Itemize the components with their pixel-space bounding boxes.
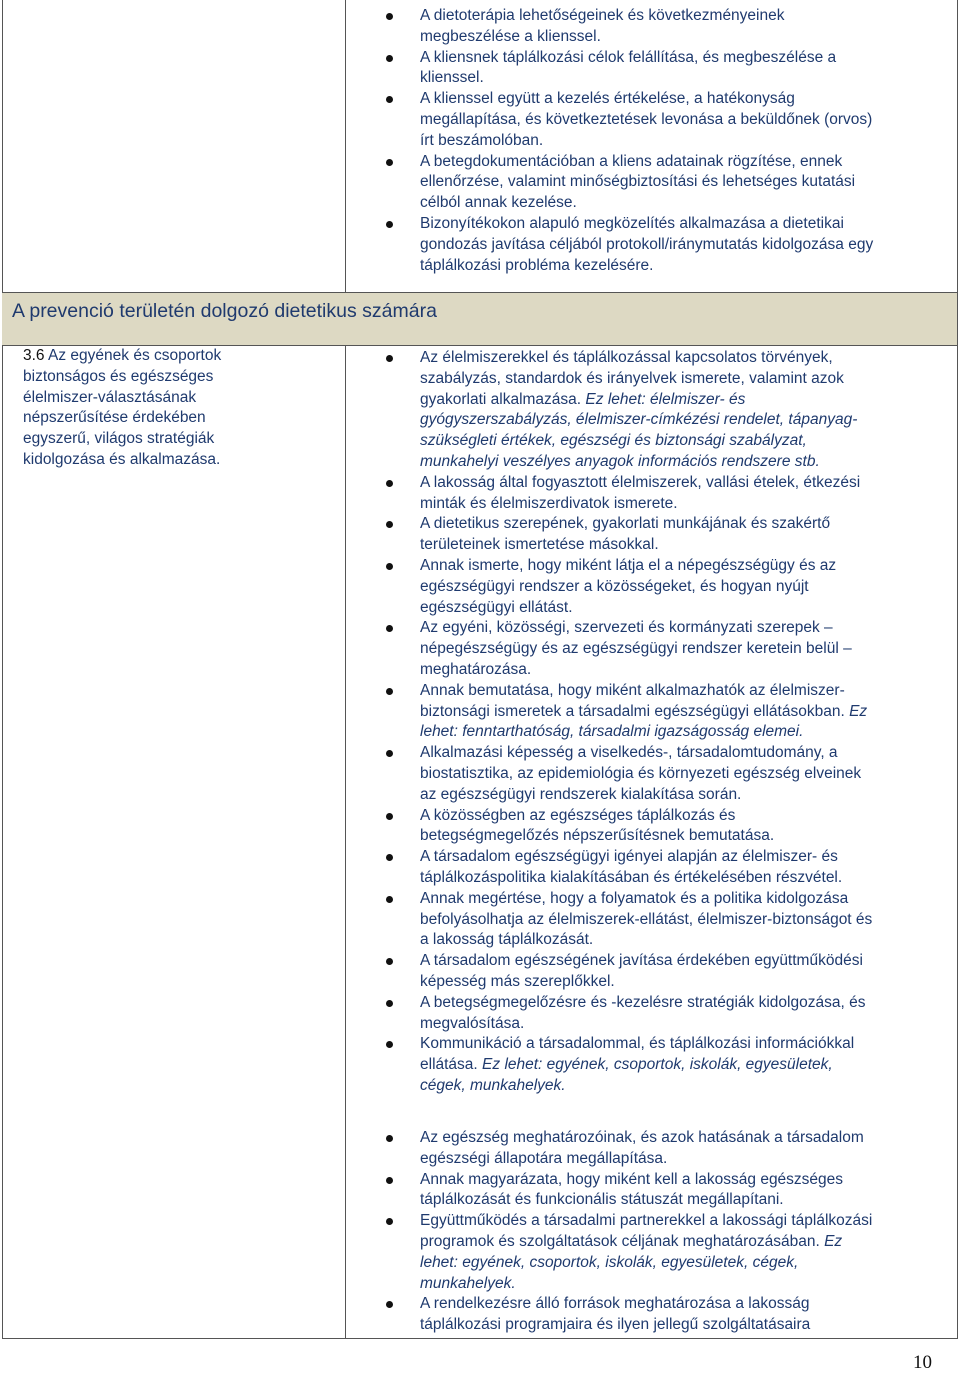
column-divider-bottom xyxy=(345,344,346,1338)
bullet-icon xyxy=(386,896,393,903)
list-item: A lakosság által fogyasztott élelmiszerek, vallási ételek, étkezési minták és élelmiszerdivatok ismerete. xyxy=(420,473,950,515)
bullet-icon xyxy=(386,159,393,166)
bullet-icon xyxy=(386,563,393,570)
column-divider-top xyxy=(345,0,346,292)
list-item: A dietetikus szerepének, gyakorlati munkájának és szakértő területeinek ismertetése másokkal. xyxy=(420,514,950,556)
bullet-icon xyxy=(386,625,393,632)
bullet-icon xyxy=(386,96,393,103)
list-item: A dietoterápia lehetőségeinek és következményeinek megbeszélése a klienssel. xyxy=(420,6,950,48)
list-item: A társadalom egészségügyi igényei alapján az élelmiszer- és táplálkozáspolitika kialakításában és értékelésében részvétel. xyxy=(420,847,950,889)
bullet-icon xyxy=(386,55,393,62)
bottom-bullet-list xyxy=(420,1128,950,1336)
list-item: A közösségben az egészséges táplálkozás és betegségmegelőzés népszerűsítésnek bemutatása. xyxy=(420,806,950,848)
bullet-icon xyxy=(386,1041,393,1048)
list-item: Annak bemutatása, hogy miként alkalmazhatók az élelmiszer- biztonsági ismeretek a társadalmi egészségügyi ellátásokban. Ez lehet: fenntarthatóság, társadalmi igazságosság elemei. xyxy=(420,681,950,743)
bullet-icon xyxy=(386,221,393,228)
list-item: Kommunikáció a társadalommal, és táplálkozási információkkal ellátása. Ez lehet: egyének, csoportok, iskolák, egyesületek, cégek, munkahelyek. xyxy=(420,1034,950,1096)
bullet-icon xyxy=(386,521,393,528)
list-item: A társadalom egészségének javítása érdekében együttműködési képesség más szereplőkkel. xyxy=(420,951,950,993)
competency-cell xyxy=(23,346,323,471)
bullet-icon xyxy=(386,750,393,757)
top-bullet-list xyxy=(420,6,950,276)
list-item: A klienssel együtt a kezelés értékelése, a hatékonyság megállapítása, és következtetések levonása a beküldőnek (orvos) írt beszámolóban. xyxy=(420,89,950,151)
bullet-icon xyxy=(386,813,393,820)
table-left-border xyxy=(2,0,3,1338)
list-item: Alkalmazási képesség a viselkedés-, társadalomtudomány, a biostatisztika, az epidemiológia és környezeti egészség elveinek az egészségügyi rendszerek kialakítása során. xyxy=(420,743,950,805)
bullet-icon xyxy=(386,1301,393,1308)
list-item: Együttműködés a társadalmi partnerekkel a lakossági táplálkozási programok és szolgáltatások céljának meghatározásában. Ez lehet: egyének, csoportok, iskolák, egyesületek, cégek, munkahelyek. xyxy=(420,1211,950,1294)
bullet-icon xyxy=(386,13,393,20)
list-item: Az egyéni, közösségi, szervezeti és kormányzati szerepek – népegészségügy és az egészségügyi rendszer keretein belül – meghatározása. xyxy=(420,618,950,680)
list-item: Annak megértése, hogy a folyamatok és a politika kidolgozása befolyásolhatja az élelmiszerek-ellátást, élelmiszer-biztonságot és a lakosság táplálkozását. xyxy=(420,889,950,951)
bullet-icon xyxy=(386,958,393,965)
list-item: Az egészség meghatározóinak, és azok hatásának a társadalom egészségi állapotára megállapítása. xyxy=(420,1128,950,1170)
bullet-icon xyxy=(386,480,393,487)
bullet-icon xyxy=(386,1135,393,1142)
list-item: A betegdokumentációban a kliens adatainak rögzítése, ennek ellenőrzése, valamint minőségbiztosítási és lehetséges kutatási célból annak kezelése. xyxy=(420,152,950,214)
list-item: A betegségmegelőzésre és -kezelésre stratégiák kidolgozása, és megvalósítása. xyxy=(420,993,950,1035)
list-item: Az élelmiszerekkel és táplálkozással kapcsolatos törvények, szabályzás, standardok és irányelvek ismerete, valamint azok gyakorlati alkalmazása. Ez lehet: élelmiszer- és gyógyszerszabályzás, élelmiszer-címkézési rendelet, tápanyag- szükségleti értékek, egészségi és biztonsági szabályzat, munkahelyi veszélyes anyagok információs rendszere stb. xyxy=(420,348,950,473)
bullet-icon xyxy=(386,355,393,362)
table-bottom-border xyxy=(2,1338,958,1339)
page-number: 10 xyxy=(913,1352,932,1373)
bullet-icon xyxy=(386,1218,393,1225)
main-bullet-list xyxy=(420,348,950,1097)
bullet-icon xyxy=(386,1177,393,1184)
table-right-border xyxy=(957,0,958,1338)
bullet-icon xyxy=(386,854,393,861)
bullet-icon xyxy=(386,688,393,695)
list-item: Bizonyítékokon alapuló megközelítés alkalmazása a dietetikai gondozás javítása céljából protokoll/iránymutatás kidolgozása egy táplálkozási probléma kezelésére. xyxy=(420,214,950,276)
list-item: A kliensnek táplálkozási célok felállítása, és megbeszélése a klienssel. xyxy=(420,48,950,90)
bullet-icon xyxy=(386,1000,393,1007)
competency-number: 3.6 xyxy=(23,347,45,364)
list-item: Annak magyarázata, hogy miként kell a lakosság egészséges táplálkozását és funkcionális státuszát megállapítani. xyxy=(420,1170,950,1212)
section-title: A prevenció területén dolgozó dietetikus számára xyxy=(12,300,437,322)
competency-text: Az egyének és csoportok biztonságos és egészséges élelmiszer-választásának népszerűsítése érdekében egyszerű, világos stratégiák kidolgozása és alkalmazása. xyxy=(23,347,222,468)
list-item: Annak ismerte, hogy miként látja el a népegészségügy és az egészségügyi rendszer a közösségeket, és hogyan nyújt egészségügyi ellátást. xyxy=(420,556,950,618)
list-item: A rendelkezésre álló források meghatározása a lakosság táplálkozási programjaira és ilyen jellegű szolgáltatásaira xyxy=(420,1294,950,1336)
